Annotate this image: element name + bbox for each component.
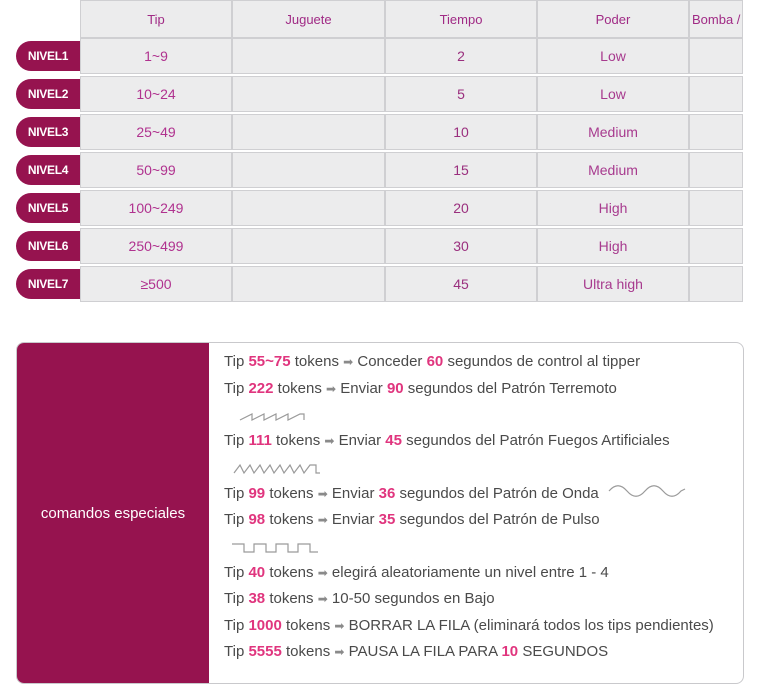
level-badge: NIVEL4 bbox=[16, 155, 80, 185]
square-wave-icon bbox=[232, 534, 734, 560]
level-badge: NIVEL3 bbox=[16, 117, 80, 147]
arrow-right-icon: ➡ bbox=[324, 434, 335, 448]
command-value: 60 bbox=[426, 353, 444, 370]
power-cell: Ultra high bbox=[537, 266, 689, 302]
tip-range-cell: 25~49 bbox=[80, 114, 232, 150]
command-text: segundos del Patrón de Pulso bbox=[395, 511, 600, 528]
table-row bbox=[0, 38, 742, 76]
sawtooth-wave-icon bbox=[232, 402, 734, 428]
power-cell: High bbox=[537, 190, 689, 226]
bomb-cell bbox=[689, 266, 743, 302]
tip-word: Tip bbox=[224, 563, 245, 581]
command-line bbox=[224, 507, 734, 534]
command-text: Enviar bbox=[340, 379, 387, 397]
command-text: elegirá aleatoriamente un nivel entre 1 - 4 bbox=[331, 563, 609, 581]
time-cell: 30 bbox=[385, 228, 537, 264]
arrow-right-icon: ➡ bbox=[317, 592, 328, 606]
time-cell: 10 bbox=[385, 114, 537, 150]
arrow-right-icon: ➡ bbox=[317, 565, 328, 580]
tip-range-cell: ≥500 bbox=[80, 266, 232, 302]
toy-cell bbox=[232, 266, 385, 302]
table-row bbox=[0, 228, 742, 266]
special-commands-panel bbox=[16, 342, 744, 684]
command-line bbox=[224, 376, 734, 403]
command-line bbox=[224, 639, 734, 666]
levels-table bbox=[0, 0, 760, 300]
toy-cell bbox=[232, 114, 385, 150]
tip-word: Tip bbox=[224, 353, 245, 370]
tokens-word: tokens bbox=[286, 643, 331, 660]
table-row bbox=[0, 152, 742, 190]
level-badge: NIVEL5 bbox=[16, 193, 80, 223]
arrow-right-icon: ➡ bbox=[317, 486, 328, 501]
command-line bbox=[224, 560, 734, 587]
table-row bbox=[0, 76, 742, 114]
command-line bbox=[224, 428, 734, 455]
tip-amount: 222 bbox=[248, 379, 274, 397]
toy-cell bbox=[232, 228, 385, 264]
command-text: 10-50 segundos en Bajo bbox=[331, 590, 495, 607]
command-text: segundos del Patrón de Onda bbox=[395, 484, 599, 502]
command-text: BORRAR LA FILA (eliminará todos los tips pendientes) bbox=[348, 616, 714, 634]
power-cell: Low bbox=[537, 76, 689, 112]
toy-cell bbox=[232, 38, 385, 74]
command-value: 45 bbox=[385, 432, 402, 449]
power-cell: Medium bbox=[537, 152, 689, 188]
tip-amount: 98 bbox=[248, 511, 266, 528]
power-cell: High bbox=[537, 228, 689, 264]
command-text: SEGUNDOS bbox=[518, 643, 609, 660]
tip-amount: 111 bbox=[248, 432, 272, 449]
tip-amount: 55~75 bbox=[248, 353, 291, 370]
toy-cell bbox=[232, 152, 385, 188]
tip-word: Tip bbox=[224, 484, 245, 502]
command-line bbox=[224, 586, 734, 613]
power-cell: Low bbox=[537, 38, 689, 74]
header-power: Poder bbox=[537, 0, 689, 38]
power-cell: Medium bbox=[537, 114, 689, 150]
command-value: 90 bbox=[386, 379, 404, 397]
level-badge: NIVEL2 bbox=[16, 79, 80, 109]
sine-wave-icon bbox=[607, 481, 687, 507]
table-row bbox=[0, 190, 742, 228]
bomb-cell bbox=[689, 190, 743, 226]
command-text: Enviar bbox=[331, 511, 379, 528]
tip-range-cell: 50~99 bbox=[80, 152, 232, 188]
bomb-cell bbox=[689, 228, 743, 264]
time-cell: 15 bbox=[385, 152, 537, 188]
tip-range-cell: 10~24 bbox=[80, 76, 232, 112]
command-text: segundos de control al tipper bbox=[443, 353, 641, 370]
tip-word: Tip bbox=[224, 616, 245, 634]
command-line bbox=[224, 613, 734, 640]
tip-range-cell: 1~9 bbox=[80, 38, 232, 74]
level-badge: NIVEL1 bbox=[16, 41, 80, 71]
tokens-word: tokens bbox=[277, 379, 322, 397]
tip-amount: 5555 bbox=[248, 643, 282, 660]
arrow-right-icon: ➡ bbox=[317, 513, 328, 527]
bomb-cell bbox=[689, 114, 743, 150]
tokens-word: tokens bbox=[294, 353, 339, 370]
command-value: 10 bbox=[501, 643, 519, 660]
tip-word: Tip bbox=[224, 643, 245, 660]
command-text: Enviar bbox=[338, 432, 386, 449]
tokens-word: tokens bbox=[269, 590, 314, 607]
time-cell: 5 bbox=[385, 76, 537, 112]
command-text: Enviar bbox=[331, 484, 379, 502]
command-line bbox=[224, 349, 734, 376]
header-time: Tiempo bbox=[385, 0, 537, 38]
command-value: 36 bbox=[378, 484, 396, 502]
command-text: Conceder bbox=[357, 353, 427, 370]
bomb-cell bbox=[689, 152, 743, 188]
arrow-right-icon: ➡ bbox=[343, 355, 354, 369]
tokens-word: tokens bbox=[286, 616, 331, 634]
level-badge: NIVEL7 bbox=[16, 269, 80, 299]
time-cell: 2 bbox=[385, 38, 537, 74]
tip-amount: 40 bbox=[248, 563, 266, 581]
header-bomb: Bomba / bbox=[689, 0, 743, 38]
command-text: segundos del Patrón Fuegos Artificiales bbox=[401, 432, 670, 449]
tokens-word: tokens bbox=[276, 432, 321, 449]
tip-amount: 99 bbox=[248, 484, 266, 502]
command-text: segundos del Patrón Terremoto bbox=[403, 379, 617, 397]
tip-word: Tip bbox=[224, 511, 245, 528]
command-line bbox=[224, 481, 734, 508]
arrow-right-icon: ➡ bbox=[334, 645, 345, 659]
tip-word: Tip bbox=[224, 379, 245, 397]
table-row bbox=[0, 266, 742, 304]
tokens-word: tokens bbox=[269, 484, 314, 502]
table-header-row bbox=[80, 0, 743, 38]
bomb-cell bbox=[689, 38, 743, 74]
command-value: 35 bbox=[378, 511, 396, 528]
tip-amount: 38 bbox=[248, 590, 266, 607]
tokens-word: tokens bbox=[269, 511, 314, 528]
tokens-word: tokens bbox=[269, 563, 314, 581]
arrow-right-icon: ➡ bbox=[326, 381, 337, 396]
time-cell: 45 bbox=[385, 266, 537, 302]
time-cell: 20 bbox=[385, 190, 537, 226]
header-tip: Tip bbox=[80, 0, 232, 38]
tip-amount: 1000 bbox=[248, 616, 282, 634]
header-toy: Juguete bbox=[232, 0, 385, 38]
bomb-cell bbox=[689, 76, 743, 112]
tip-range-cell: 100~249 bbox=[80, 190, 232, 226]
tip-word: Tip bbox=[224, 590, 245, 607]
fireworks-wave-icon bbox=[232, 455, 734, 481]
table-row bbox=[0, 114, 742, 152]
command-text: PAUSA LA FILA PARA bbox=[348, 643, 502, 660]
special-commands-label: comandos especiales bbox=[17, 343, 209, 683]
toy-cell bbox=[232, 190, 385, 226]
arrow-right-icon: ➡ bbox=[334, 618, 345, 633]
tip-word: Tip bbox=[224, 432, 245, 449]
tip-range-cell: 250~499 bbox=[80, 228, 232, 264]
special-commands-list bbox=[224, 349, 734, 666]
toy-cell bbox=[232, 76, 385, 112]
level-badge: NIVEL6 bbox=[16, 231, 80, 261]
